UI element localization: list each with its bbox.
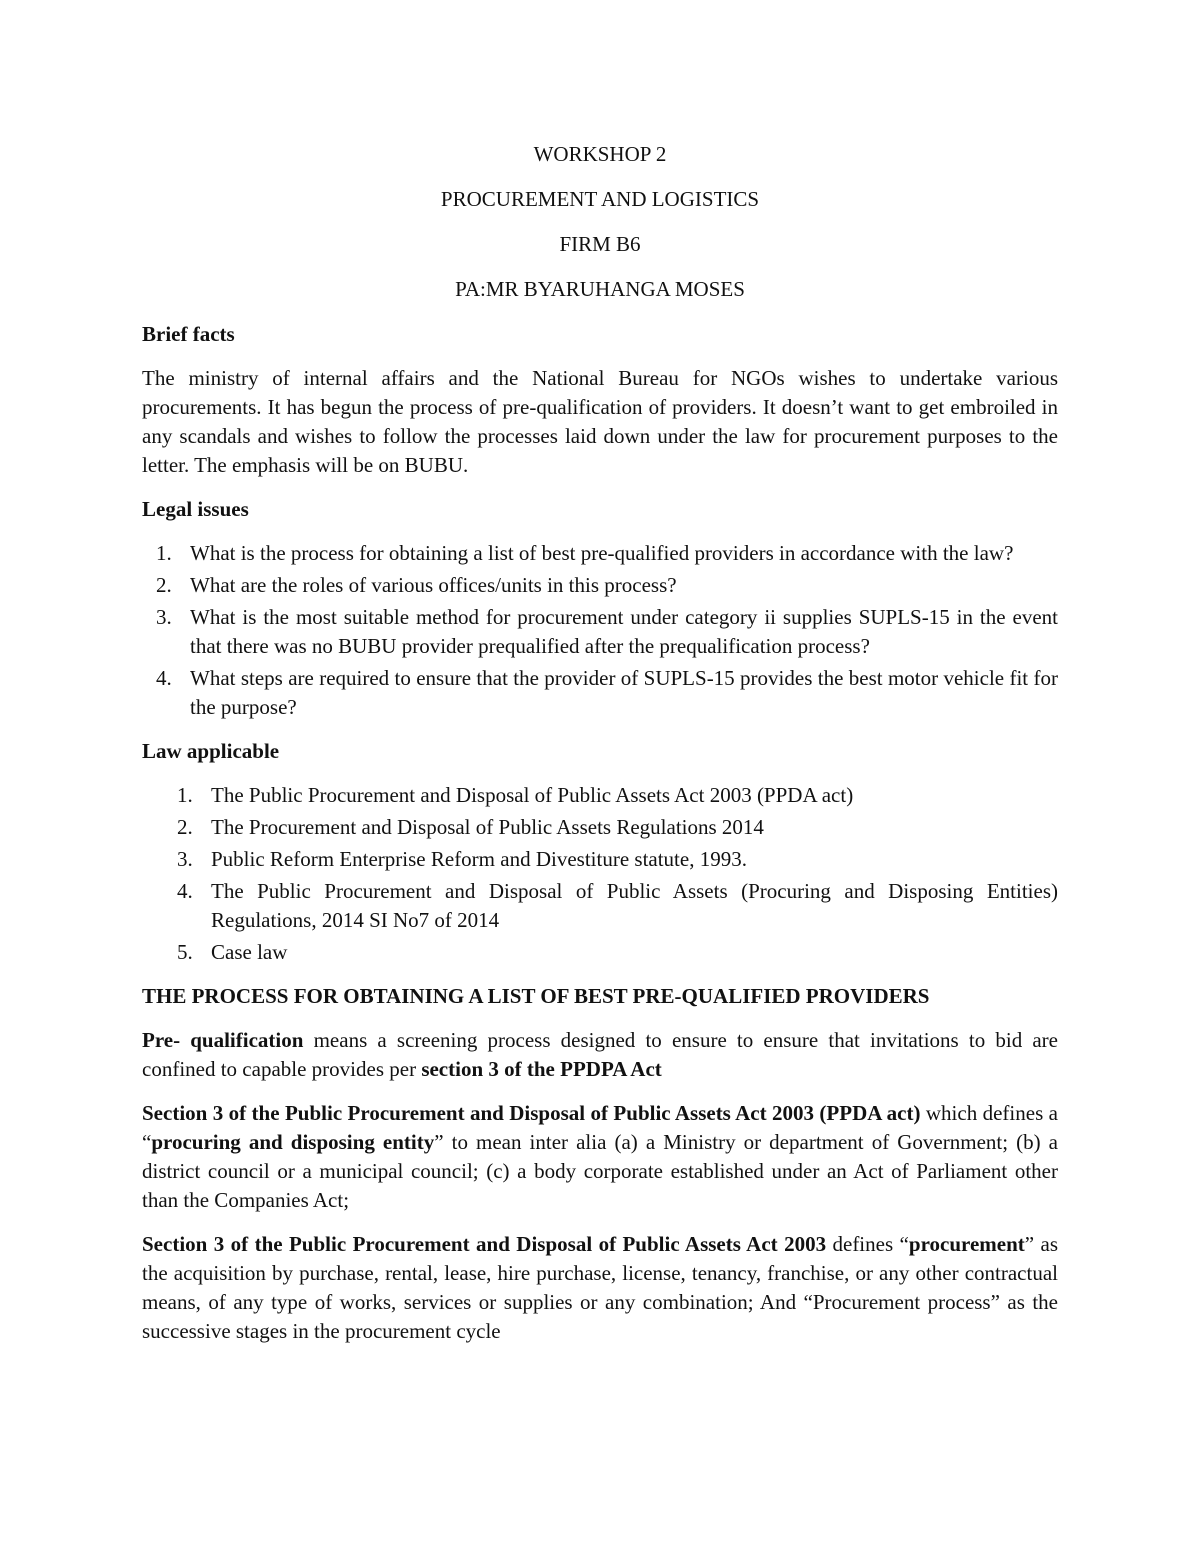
list-number: 4. — [177, 879, 193, 903]
list-number: 1. — [177, 783, 193, 807]
section3-procurement-text-1: defines “ — [826, 1232, 909, 1256]
list-number: 3. — [156, 605, 172, 629]
document-page — [142, 140, 1058, 1361]
prequalification-term: Pre- qualification — [142, 1028, 304, 1052]
list-number: 4. — [156, 666, 172, 690]
title-pa: PA:MR BYARUHANGA MOSES — [455, 277, 745, 301]
procuring-entity-term: procuring and disposing entity — [151, 1130, 435, 1154]
prequalification-definition: means a screening process designed to ensure to ensure that invitations to bid are confined to capable provides per — [142, 1028, 1058, 1081]
list-number: 3. — [177, 847, 193, 871]
title-firm: FIRM B6 — [559, 232, 641, 256]
list-text: What is the most suitable method for procurement under category ii supplies SUPLS-15 in the event that there was no BUBU provider prequalified after the prequalification process? — [190, 605, 1058, 658]
legal-issues-list — [142, 539, 1058, 722]
process-heading: THE PROCESS FOR OBTAINING A LIST OF BEST PRE-QUALIFIED PROVIDERS — [142, 984, 930, 1008]
list-text: Case law — [211, 940, 288, 964]
list-item — [142, 845, 1058, 874]
prequalification-paragraph — [142, 1026, 1058, 1084]
list-text: The Public Procurement and Disposal of Public Assets (Procuring and Disposing Entities) Regulations, 2014 SI No7 of 2014 — [211, 879, 1058, 932]
list-item — [142, 938, 1058, 967]
list-text: What is the process for obtaining a list of best pre-qualified providers in accordance with the law? — [190, 541, 1014, 565]
title-subject: PROCUREMENT AND LOGISTICS — [440, 187, 760, 211]
section3-entity-text-2: ” to mean inter alia (a) a Ministry or department of Government; (b) a district council or a municipal council; (c) a body corporate established under an Act of Parliament other than the Companies Act; — [142, 1130, 1059, 1212]
section3-reference: Section 3 of the Public Procurement and Disposal of Public Assets Act 2003 — [142, 1232, 827, 1256]
brief-facts-heading: Brief facts — [142, 322, 235, 346]
list-item — [142, 664, 1058, 722]
list-number: 2. — [156, 573, 172, 597]
list-text: What are the roles of various offices/units in this process? — [190, 573, 677, 597]
list-item — [142, 539, 1058, 568]
section3-entity-paragraph — [142, 1099, 1058, 1215]
section3-entity-text-1: which defines a “ — [142, 1101, 1058, 1154]
list-number: 2. — [177, 815, 193, 839]
list-item — [142, 781, 1058, 810]
brief-facts-text: The ministry of internal affairs and the National Bureau for NGOs wishes to undertake various procurements. It has begun the process of pre-qualification of providers. It doesn’t want to get embroiled in any scandals and wishes to follow the processes laid down under the law for procurement purposes to the letter. The emphasis will be on BUBU. — [142, 366, 1058, 477]
list-text: Public Reform Enterprise Reform and Divestiture statute, 1993. — [211, 847, 747, 871]
list-item — [142, 571, 1058, 600]
list-number: 5. — [177, 940, 193, 964]
section3-procurement-text-2: ” as the acquisition by purchase, rental, lease, hire purchase, license, tenancy, franchise, or any other contractual means, of any type of works, services or supplies or any combination; And “Procurement process” as the successive stages in the procurement cycle — [142, 1232, 1058, 1343]
list-text: The Procurement and Disposal of Public Assets Regulations 2014 — [211, 815, 764, 839]
section3-procurement-paragraph — [142, 1230, 1058, 1346]
list-number: 1. — [156, 541, 172, 565]
law-applicable-list — [142, 781, 1058, 967]
prequalification-reference: section 3 of the PPDPA Act — [421, 1057, 662, 1081]
list-item — [142, 603, 1058, 661]
list-item — [142, 813, 1058, 842]
legal-issues-heading: Legal issues — [142, 497, 249, 521]
law-applicable-heading: Law applicable — [142, 739, 280, 763]
procurement-term: procurement — [908, 1232, 1025, 1256]
title-workshop: WORKSHOP 2 — [533, 142, 667, 166]
list-text: What steps are required to ensure that the provider of SUPLS-15 provides the best motor vehicle fit for the purpose? — [190, 666, 1058, 719]
list-item — [142, 877, 1058, 935]
list-text: The Public Procurement and Disposal of Public Assets Act 2003 (PPDA act) — [211, 783, 854, 807]
section3-reference: Section 3 of the Public Procurement and Disposal of Public Assets Act 2003 (PPDA act) — [142, 1101, 921, 1125]
